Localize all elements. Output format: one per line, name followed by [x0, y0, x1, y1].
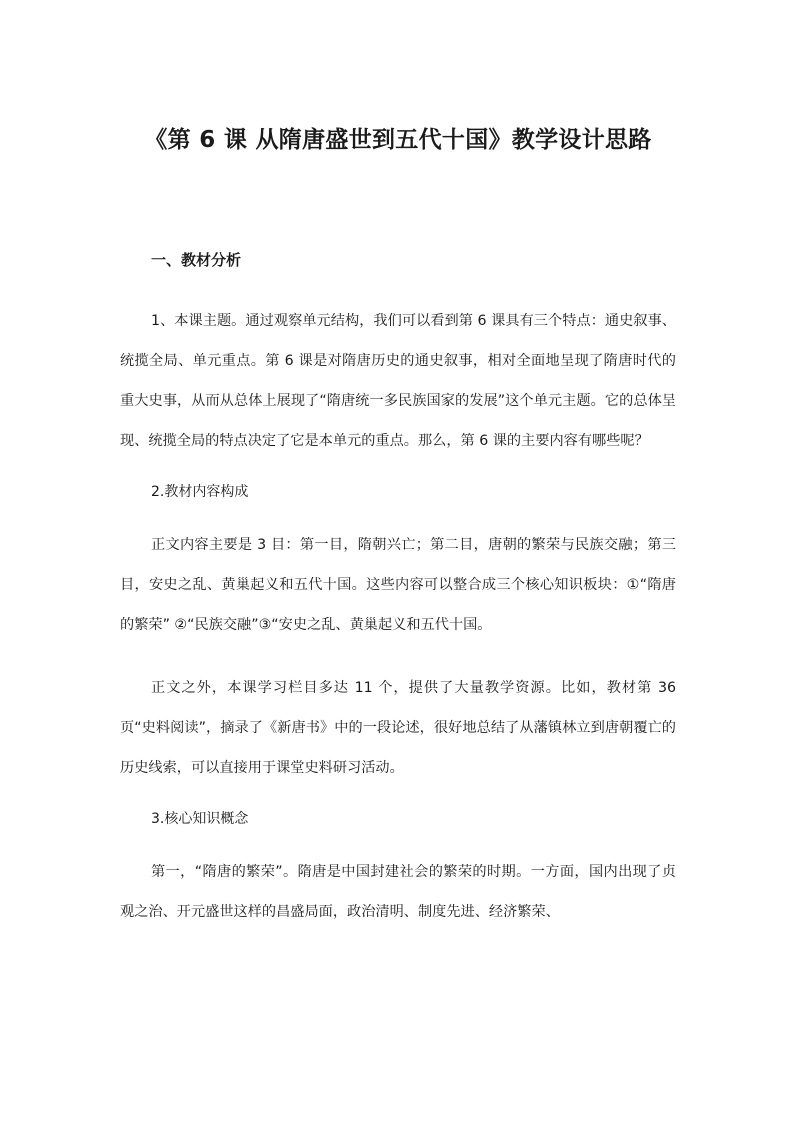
subheading-core-concepts: 3.核心知识概念 — [151, 811, 249, 827]
paragraph-lesson-theme: 1、本课主题。通过观察单元结构，我们可以看到第 6 课具有三个特点：通史叙事、统揽全局、单元重点。第 6 课是对隋唐历史的通史叙事，相对全面地呈现了隋唐时代的重大史事，从而从总体上展现了“隋唐统一多民族国家的发展”这个单元主题。它的总体呈现、统揽全局的特点决定了它是本单元的重点。那么，第 6 课的主要内容有哪些呢？ — [120, 313, 676, 449]
subheading-content-structure: 2.教材内容构成 — [151, 484, 249, 500]
paragraph-main-content: 正文内容主要是 3 目：第一目，隋朝兴亡；第二目，唐朝的繁荣与民族交融；第三目，安史之乱、黄巢起义和五代十国。这些内容可以整合成三个核心知识板块：①“隋唐的繁荣” ②“民族交融”③“安史之乱、黄巢起义和五代十国。 — [120, 537, 676, 633]
paragraph-learning-columns: 正文之外，本课学习栏目多达 11 个，提供了大量教学资源。比如，教材第 36 页“史料阅读”，摘录了《新唐书》中的一段论述，很好地总结了从藩镇林立到唐朝覆亡的历史线索，可以直接用于课堂史料研习活动。 — [120, 680, 676, 776]
section-heading-textbook-analysis: 一、教材分析 — [151, 251, 242, 269]
paragraph-sui-tang-prosperity: 第一，“隋唐的繁荣”。隋唐是中国封建社会的繁荣的时期。一方面，国内出现了贞观之治、开元盛世这样的昌盛局面，政治清明、制度先进、经济繁荣、 — [120, 864, 676, 920]
document-title: 《第 6 课 从隋唐盛世到五代十国》教学设计思路 — [144, 127, 652, 153]
